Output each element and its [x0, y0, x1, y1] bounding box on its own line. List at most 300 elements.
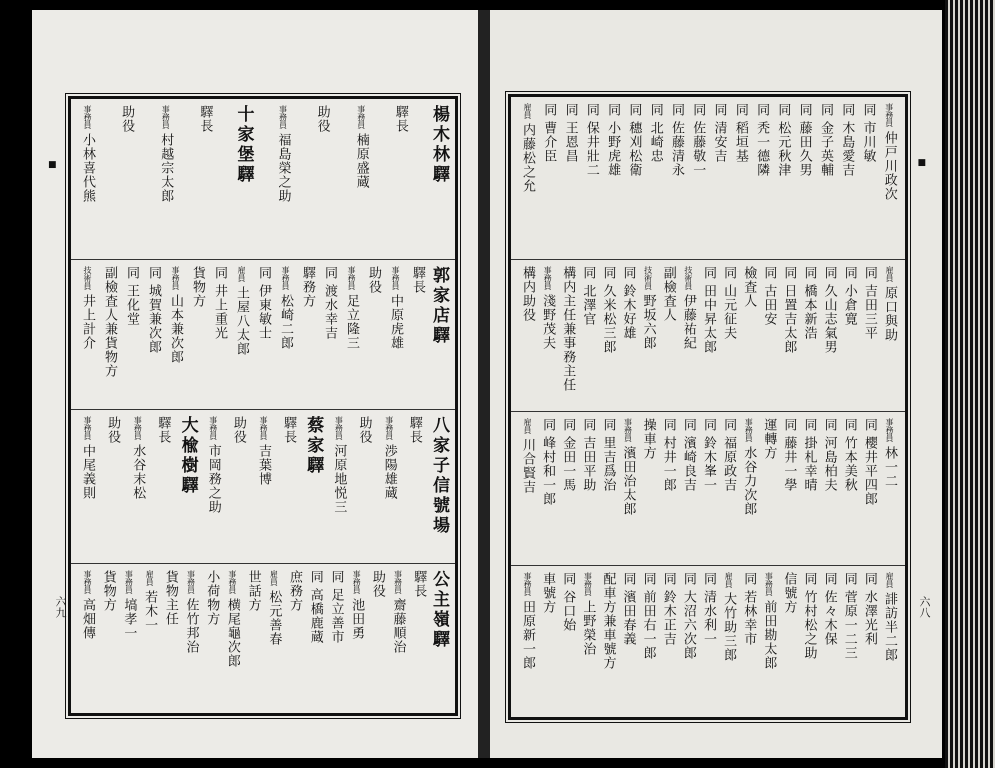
directory-tier [71, 409, 455, 564]
staff-name: 小林喜代熊 [80, 133, 95, 203]
staff-role: 事務員 [583, 572, 593, 596]
staff-role: 同 [781, 266, 797, 280]
staff-name: 久米松三郎 [600, 284, 616, 354]
staff-entry [879, 266, 899, 406]
staff-role: 同 [146, 266, 161, 280]
staff-entry [263, 570, 283, 708]
staff-role: 同 [721, 418, 737, 432]
staff-name: 曹介臣 [541, 121, 557, 163]
staff-role: 貨物方 [100, 570, 116, 612]
staff-name: 秃一德隣 [754, 121, 770, 177]
staff-name: 谷口始 [560, 590, 576, 632]
staff-role: 副檢査人 [660, 266, 676, 322]
staff-role: 技術員 [683, 266, 693, 290]
directory-tier [511, 565, 905, 718]
staff-role: 貨物主任 [162, 570, 178, 626]
staff-name: 小野虎雄 [605, 121, 621, 177]
staff-role: 事務員 [83, 416, 92, 440]
staff-entry [209, 266, 229, 404]
staff-name: 水谷末松 [130, 444, 146, 500]
staff-name: 保井壯二 [583, 121, 599, 177]
staff-role: 事務員 [523, 572, 532, 596]
staff-name: 内藤松之允 [520, 123, 535, 193]
column-group [517, 418, 899, 560]
staff-role: 驛長 [411, 570, 427, 598]
staff-entry [815, 103, 835, 253]
staff-role: 助役 [314, 105, 330, 133]
staff-name: 鈴木正吉 [660, 590, 676, 646]
staff-entry [116, 105, 136, 253]
staff-name: 高畑傳 [80, 598, 95, 640]
staff-role: 同 [861, 572, 877, 586]
staff-role: 事務員 [384, 416, 394, 440]
staff-name: 濱田治太郎 [620, 446, 636, 516]
station-heading: 郭家店驛 [429, 266, 449, 346]
staff-name: 淺野茂夫 [540, 294, 556, 350]
staff-role: 同 [583, 103, 599, 117]
staff-entry [390, 105, 410, 253]
staff-name: 市岡務之助 [205, 444, 221, 514]
staff-name: 仲戸川政次 [881, 131, 897, 201]
staff-entry [678, 572, 698, 712]
staff-role: 同 [212, 266, 227, 280]
directory-tier [511, 97, 905, 259]
staff-name: 峰村和一郎 [540, 436, 556, 506]
staff-name: 足立隆三 [344, 294, 359, 350]
staff-entry [645, 103, 665, 253]
staff-name: 佐藤敬一 [690, 121, 706, 177]
staff-role: 構内主任兼事務主任 [560, 266, 576, 392]
staff-role: 同 [775, 103, 791, 117]
directory-tier [71, 563, 455, 714]
staff-name: 竹村松之助 [801, 590, 817, 660]
staff-role: 同 [580, 418, 596, 432]
staff-role: 事務員 [764, 572, 774, 596]
staff-role: 事務員 [623, 418, 633, 442]
staff-role: 同 [801, 418, 817, 432]
staff-name: 高橋鹿蔵 [307, 588, 323, 644]
staff-name: 池田勇 [349, 598, 365, 640]
staff-name: 橋本新浩 [801, 284, 817, 340]
staff-name: 足立善市 [328, 588, 344, 644]
staff-role: 同 [640, 572, 656, 586]
staff-name: 佐竹邦治 [183, 598, 199, 654]
staff-name: 塙孝一 [121, 598, 137, 640]
staff-entry [623, 103, 643, 253]
staff-role: 事務員 [884, 103, 894, 127]
staff-entry [819, 418, 839, 560]
staff-role: 同 [700, 418, 716, 432]
staff-name: 若林幸市 [741, 590, 757, 646]
staff-name: 中原虎雄 [388, 294, 403, 350]
staff-entry [730, 103, 750, 253]
staff-name: 北崎忠 [647, 121, 663, 163]
staff-role: 事務員 [884, 418, 894, 442]
staff-name: 金田一馬 [560, 436, 576, 492]
staff-role: 同 [861, 418, 877, 432]
staff-role: 事務員 [347, 266, 356, 290]
staff-role: 雇員 [269, 570, 279, 586]
staff-role: 副檢査人兼貨物方 [102, 266, 117, 378]
staff-name: 松崎二郎 [278, 294, 293, 350]
staff-name: 金子英輔 [817, 121, 833, 177]
staff-name: 村越宗太郎 [158, 133, 174, 203]
staff-entry [363, 266, 383, 404]
staff-entry [581, 103, 601, 253]
staff-entry [187, 266, 207, 404]
station-heading: 公主嶺驛 [428, 570, 449, 650]
staff-name: 北澤官 [580, 284, 596, 326]
staff-entry [577, 572, 597, 712]
right-directory-panel [508, 94, 908, 720]
staff-role: 同 [307, 570, 323, 584]
staff-role: 同 [620, 572, 636, 586]
staff-role: 同 [817, 103, 833, 117]
staff-entry [859, 266, 879, 406]
staff-entry [243, 570, 263, 708]
staff-entry [102, 416, 122, 558]
staff-entry [839, 572, 859, 712]
staff-entry [858, 103, 878, 253]
column-group [77, 570, 449, 708]
column-group [517, 103, 899, 253]
staff-name: 城賀兼次郎 [146, 284, 161, 354]
staff-role: 驛務方 [300, 266, 315, 308]
staff-name: 原口與助 [881, 286, 897, 342]
staff-name: 里吉爲治 [600, 436, 616, 492]
staff-role: 驛長 [281, 416, 297, 444]
staff-entry [778, 418, 798, 560]
staff-name: 井上計介 [80, 294, 95, 350]
staff-role: 同 [560, 572, 576, 586]
staff-entry [658, 572, 678, 712]
staff-entry [751, 103, 771, 253]
directory-tier [71, 259, 455, 410]
staff-role: 同 [580, 266, 596, 280]
staff-role: 同 [700, 266, 716, 280]
staff-name: 河島柏夫 [821, 436, 837, 492]
staff-role: 構内助役 [520, 266, 535, 322]
staff-role: 同 [821, 266, 837, 280]
staff-role: 同 [562, 103, 578, 117]
staff-name: 渉陽雄蔵 [381, 444, 397, 500]
staff-name: 木島愛吉 [839, 121, 855, 177]
staff-entry [819, 266, 839, 406]
staff-role: 庶務方 [287, 570, 303, 612]
staff-entry [152, 416, 172, 558]
staff-role: 技術員 [83, 266, 92, 290]
staff-entry [819, 572, 839, 712]
staff-entry [738, 572, 758, 712]
page-mark: ■ [917, 158, 926, 168]
staff-role: 驛長 [392, 105, 408, 133]
right-page [490, 10, 942, 758]
staff-role: 同 [600, 266, 616, 280]
staff-entry [836, 103, 856, 253]
column-group [517, 572, 899, 712]
staff-name: 福原政吉 [721, 436, 737, 492]
staff-role: 同 [700, 572, 716, 586]
staff-role: 雇員 [523, 418, 532, 434]
staff-entry [718, 418, 738, 560]
staff-entry [758, 266, 778, 406]
staff-entry [305, 570, 325, 708]
staff-entry [839, 266, 859, 406]
staff-entry [618, 418, 638, 560]
column-group [517, 266, 899, 406]
staff-name: 村井一郎 [660, 436, 676, 492]
staff-entry [77, 105, 97, 253]
staff-role: 貨物方 [190, 266, 205, 308]
staff-role: 助役 [230, 416, 246, 444]
staff-name: 水谷力次郎 [741, 446, 757, 516]
staff-role: 事務員 [258, 416, 268, 440]
staff-role: 事務員 [543, 266, 553, 290]
staff-name: 藤田久男 [796, 121, 812, 177]
staff-entry [278, 416, 298, 558]
staff-name: 鈴木好雄 [620, 284, 636, 340]
staff-entry [143, 266, 163, 404]
staff-role: 事務員 [281, 266, 290, 290]
staff-name: 山本兼次郎 [168, 294, 183, 364]
staff-entry [354, 416, 374, 558]
staff-role: 事務員 [744, 418, 754, 442]
staff-role: 事務員 [133, 416, 143, 440]
station-heading: 大楡樹驛 [177, 416, 198, 496]
staff-entry [77, 570, 97, 708]
staff-role: 同 [690, 103, 706, 117]
staff-role: 同 [841, 418, 857, 432]
staff-entry [560, 103, 580, 253]
staff-name: 穗刈松衛 [626, 121, 642, 177]
staff-entry [222, 570, 242, 708]
staff-name: 小倉寛 [841, 284, 857, 326]
staff-name: 横尾龜次郎 [224, 598, 240, 668]
staff-role: 同 [256, 266, 271, 280]
staff-role: 同 [680, 418, 696, 432]
staff-name: 福島榮之助 [275, 133, 291, 203]
staff-entry [351, 105, 371, 253]
staff-entry [557, 418, 577, 560]
staff-role: 助役 [369, 570, 385, 598]
staff-role: 檢査人 [741, 266, 757, 308]
staff-role: 事務員 [124, 570, 134, 594]
left-page [32, 10, 480, 758]
staff-role: 同 [860, 103, 876, 117]
staff-entry [160, 570, 180, 708]
column-group [77, 266, 449, 404]
staff-entry [319, 266, 339, 404]
staff-role: 驛長 [197, 105, 213, 133]
staff-entry [638, 572, 658, 712]
staff-entry [127, 416, 147, 558]
directory-tier [511, 411, 905, 566]
staff-name: 鈴木峯一 [700, 436, 716, 492]
staff-entry [203, 416, 223, 558]
staff-name: 市川敏 [860, 121, 876, 163]
staff-entry [709, 103, 729, 253]
staff-entry [597, 572, 617, 712]
staff-entry [778, 572, 798, 712]
staff-role: 驛長 [155, 416, 171, 444]
staff-entry [77, 266, 97, 404]
staff-role: 同 [761, 266, 777, 280]
staff-role: 同 [668, 103, 684, 117]
staff-entry [879, 572, 899, 712]
staff-name: 齋藤順治 [390, 598, 406, 654]
staff-entry [698, 572, 718, 712]
staff-role: 同 [839, 103, 855, 117]
staff-role: 事務員 [334, 416, 344, 440]
staff-name: 清安吉 [711, 121, 727, 163]
staff-name: 若木一 [142, 590, 158, 632]
staff-role: 同 [841, 572, 857, 586]
staff-entry [678, 266, 698, 406]
staff-entry [155, 105, 175, 253]
staff-role: 同 [626, 103, 642, 117]
page-edges [945, 0, 995, 768]
staff-name: 稻垣基 [732, 121, 748, 163]
staff-role: 同 [781, 418, 797, 432]
staff-entry [638, 418, 658, 560]
right-page-number: 六八 [918, 596, 931, 618]
staff-name: 山元征夫 [721, 284, 737, 340]
staff-entry [537, 572, 557, 712]
staff-role: 同 [732, 103, 748, 117]
staff-entry [738, 418, 758, 560]
staff-entry [385, 266, 405, 404]
staff-entry [312, 105, 332, 253]
staff-role: 事務員 [208, 416, 218, 440]
staff-role: 事務員 [186, 570, 196, 594]
staff-name: 川合賢吉 [520, 438, 535, 494]
staff-name: 王化堂 [124, 284, 139, 326]
left-directory-panel [68, 96, 458, 716]
staff-role: 助役 [356, 416, 372, 444]
left-page-number: 六九 [54, 596, 67, 618]
staff-entry [328, 416, 348, 558]
page-mark: ■ [48, 160, 57, 170]
directory-tier [511, 259, 905, 412]
staff-name: 久山志氣男 [821, 284, 837, 354]
staff-name: 田原新一郎 [520, 600, 535, 670]
staff-name: 松元秋津 [775, 121, 791, 177]
staff-role: 雇員 [523, 103, 532, 119]
staff-entry [658, 266, 678, 406]
staff-entry [346, 570, 366, 708]
staff-entry [577, 266, 597, 406]
staff-role: 助役 [366, 266, 381, 294]
staff-name: 井上重光 [212, 284, 227, 340]
staff-role: 雇員 [724, 572, 734, 588]
staff-entry [799, 572, 819, 712]
staff-role: 同 [721, 266, 737, 280]
column-group [77, 105, 449, 253]
staff-entry [139, 570, 159, 708]
staff-name: 中尾義則 [80, 444, 95, 500]
staff-entry [517, 266, 537, 406]
staff-entry [98, 570, 118, 708]
staff-role: 助役 [119, 105, 135, 133]
staff-entry [341, 266, 361, 404]
staff-role: 雇員 [237, 266, 246, 282]
staff-role: 同 [680, 572, 696, 586]
staff-entry [758, 572, 778, 712]
staff-role: 事務員 [83, 105, 92, 129]
staff-role: 雇員 [884, 572, 894, 588]
staff-entry [738, 266, 758, 406]
staff-entry [118, 570, 138, 708]
staff-entry [618, 266, 638, 406]
staff-name: 土屋八太郎 [234, 286, 249, 356]
staff-name: 大沼六次郎 [680, 590, 696, 660]
staff-role: 事務員 [227, 570, 237, 594]
staff-entry [718, 572, 738, 712]
station-heading: 八家子信號場 [428, 416, 449, 536]
staff-role: 同 [660, 418, 676, 432]
staff-entry [253, 416, 273, 558]
staff-name: 河原地悦三 [331, 444, 347, 514]
staff-entry [859, 572, 879, 712]
staff-name: 王恩昌 [562, 121, 578, 163]
staff-name: 櫻井平四郎 [861, 436, 877, 506]
staff-role: 信號方 [781, 572, 797, 614]
staff-entry [367, 570, 387, 708]
staff-role: 同 [328, 570, 344, 584]
staff-role: 同 [600, 418, 616, 432]
staff-entry [253, 266, 273, 404]
staff-entry [859, 418, 879, 560]
staff-entry [517, 103, 537, 253]
staff-entry [799, 418, 819, 560]
staff-role: 事務員 [356, 105, 366, 129]
staff-role: 運轉方 [761, 418, 777, 460]
staff-entry [597, 266, 617, 406]
staff-entry [698, 266, 718, 406]
staff-name: 誹訪半二郎 [881, 592, 897, 662]
staff-name: 菅原一二三 [841, 590, 857, 660]
staff-name: 清水利一 [700, 590, 716, 646]
staff-role: 車號方 [540, 572, 556, 614]
staff-role: 雇員 [145, 570, 155, 586]
staff-entry [772, 103, 792, 253]
staff-entry [538, 103, 558, 253]
staff-name: 田中昇太郎 [700, 284, 716, 354]
staff-role: 雇員 [884, 266, 894, 282]
staff-name: 佐々木保 [821, 590, 837, 646]
staff-entry [839, 418, 859, 560]
staff-role: 同 [821, 418, 837, 432]
staff-name: 大竹助三郎 [721, 592, 737, 662]
staff-name: 佐藤清永 [668, 121, 684, 177]
staff-role: 事務員 [83, 570, 92, 594]
staff-entry [618, 572, 638, 712]
staff-entry [121, 266, 141, 404]
staff-name: 濱崎良吉 [680, 436, 696, 492]
staff-entry [687, 103, 707, 253]
staff-entry [275, 266, 295, 404]
staff-entry [284, 570, 304, 708]
station-heading: 楊木林驛 [428, 105, 449, 185]
staff-role: 同 [821, 572, 837, 586]
staff-entry [273, 105, 293, 253]
staff-entry [99, 266, 119, 404]
staff-entry [678, 418, 698, 560]
staff-entry [666, 103, 686, 253]
staff-entry [794, 103, 814, 253]
staff-role: 事務員 [161, 105, 171, 129]
staff-entry [799, 266, 819, 406]
